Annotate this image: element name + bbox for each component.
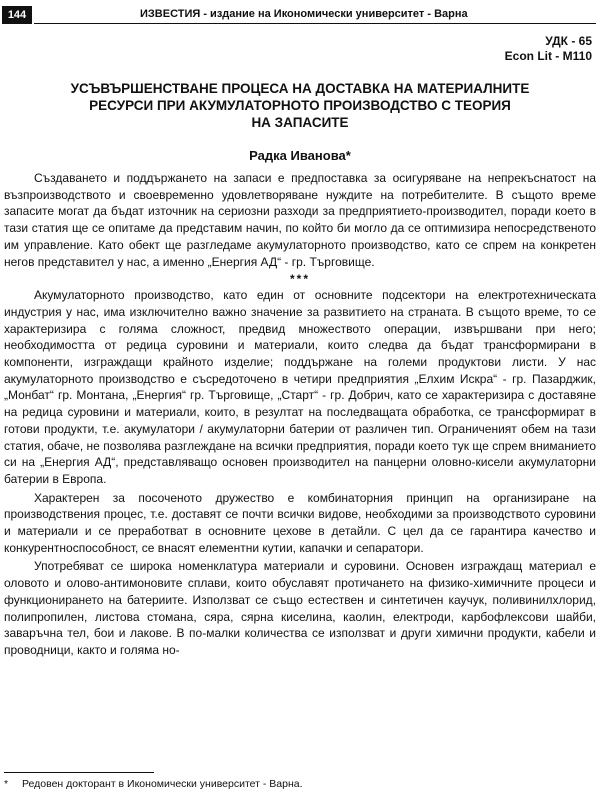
page-number: 144 [2,6,32,24]
classification-codes [505,34,592,64]
footnote [4,778,303,791]
footnote-mark: * [4,778,9,790]
section-separator: *** [289,272,310,287]
running-head-title: ИЗВЕСТИЯ - издание на Икономически университет - Варна [140,8,468,20]
econlit-code: Econ Lit - M110 [504,49,592,63]
article-title-line-2: РЕСУРСИ ПРИ АКУМУЛАТОРНОТО ПРОИЗВОДСТВО С ТЕОРИЯ [89,98,511,113]
udk-code: УДК - 65 [545,34,592,48]
footnote-text: Редовен докторант в Икономически университет - Варна. [22,778,303,790]
body-paragraph-1: Създаването и поддържането на запаси е предпоставка за осигуряване на непрекъснатост на възпроизводството и своевременно удовлетворяване нуждите на потребителите. В същото време запасите могат да бъдат източник на сериозни разходи за предприятието-производител, поради което в тази статия ще се опитаме да представим начин, по който би могло да се оптимизира непосредственото им управление. Като обект ще разгледаме акумулаторното производство, като се спрем на конкретен негов представител у нас, а именно „Енергия АД“ - гр. Търговище. [4,171,596,269]
article-title [30,80,570,131]
header-rule [34,23,596,24]
body-paragraph-3: Характерен за посоченото дружество е комбинаторния принцип на организиране на производствения процес, т.е. доставят се почти всички видове, необходими за производството суровини и материали и се преработват в основните цехове в детайли. С цел да се гарантира качество и конкурентноспособност, се внасят елементни кутии, капачки и сепаратори. [4,490,596,555]
article-author: Радка Иванова* [249,148,351,163]
body-paragraph-4: Употребяват се широка номенклатура материали и суровини. Основен изграждащ материал е оловото и олово-антимоновите сплави, които обуславят протичането на физико-химичните процеси и функционирането на батериите. Използват се също естествен и синтетичен каучук, поливинилхлорид, полипропилен, листова стомана, сяра, сярна киселина, каолин, електроди, карбофлексови шайби, заваръчна тел, бои и лакове. В по-малки количества се използват и други химични продукти, кабели и проводници, както и голяма но- [4,559,596,657]
running-header [0,6,600,26]
body-paragraph-2: Акумулаторното производство, като един от основните подсектори на електротехническата индустрия у нас, има изключително важно значение за развитието на страната. В същото време, то се характеризира с голяма сложност, предвид множеството операции, извършвани при него; необходимостта от редица суровини и материали, които следва да бъдат трансформирани в компоненти, изграждащи крайното изделие; поддържане на големи продуктови листи. У нас акумулаторното производство е съсредоточено в четири предприятия „Елхим Искра“ - гр. Пазарджик, „Монбат“ гр. Монтана, „Енергия“ гр. Търговище, „Старт“ - гр. Добрич, като се характеризира с доставяне на редица суровини и материали, които, в резултат на последващата обработка, се трансформират в готови продукти, т.е. акумулатори / акумулаторни батерии от различен тип. Ограниченият обем на тази статия, обаче, не позволява разглеждане на всички предприятия, поради което тук ще спрем вниманието си на „Енергия АД“, представляващо основен производител на панцерни оловно-кисели акумулаторни батерии в Европа. [4,288,596,486]
article-title-line-1: УСЪВЪРШЕНСТВАНЕ ПРОЦЕСА НА ДОСТАВКА НА МАТЕРИАЛНИТЕ [70,81,530,96]
footnote-rule [4,772,154,773]
article-title-line-3: НА ЗАПАСИТЕ [251,115,349,130]
article-body [4,170,596,659]
